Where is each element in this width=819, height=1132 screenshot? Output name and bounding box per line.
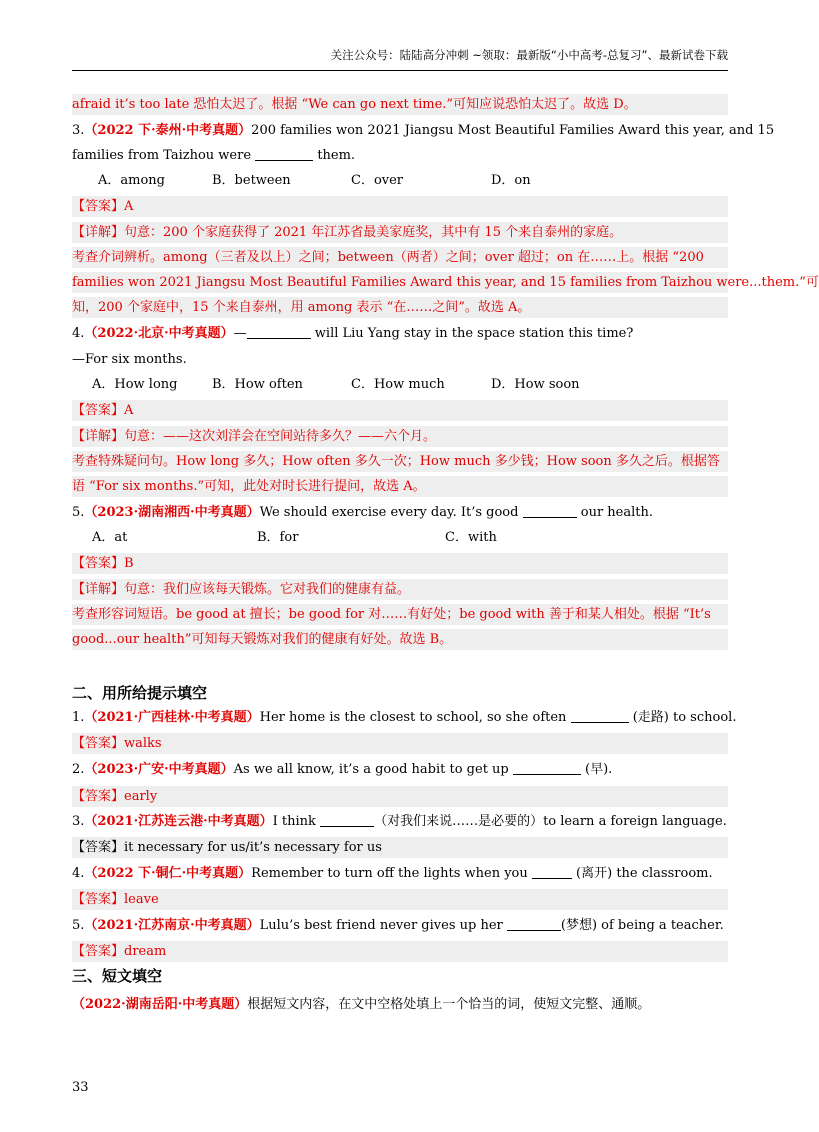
question-source: （2022·北京·中考真题） [84,326,234,341]
question-source: （2023·广安·中考真题） [84,762,234,777]
question-text: I think [272,814,316,829]
fill-item [72,863,728,884]
question-source: （2023·湖南湘西·中考真题） [84,505,260,520]
question-number: 3. [72,123,85,138]
hint-text: （对我们来说……是必要的）to learn a foreign language. [374,814,727,829]
hint-text: (梦想) of being a teacher. [560,918,724,933]
question-source: （2021·江苏连云港·中考真题） [84,814,273,829]
option-a[interactable]: A．How long [92,377,178,392]
header-rule [72,70,728,71]
option-c[interactable]: C．over [351,173,404,188]
option-c[interactable]: C．How much [351,377,445,392]
previous-explanation: afraid it’s too late 恐怕太迟了。根据 “We can go next time.”可知应说恐怕太迟了。故选 D。 [72,94,728,115]
answer-line: 【答案】dream [72,941,728,962]
question-number: 2. [72,762,85,777]
hint-text: (离开) the classroom. [576,866,713,881]
detail-line: 【详解】句意：我们应该每天锻炼。它对我们的健康有益。 [72,579,728,600]
detail-line: families won 2021 Jiangsu Most Beautiful Families Award this year, and 15 families from Taizhou were...them.”可 [72,272,728,293]
question-text: our health. [580,505,653,520]
section-instruction [72,994,728,1015]
question-number: 5. [72,505,85,520]
question-text: Lulu’s best friend never gives up her [259,918,503,933]
page-header: 关注公众号：陆陆高分冲刺 ~领取：最新版“小中高考-总复习”、最新试卷下载 [330,48,728,62]
question-text: Remember to turn off the lights when you [251,866,528,881]
detail-line: 考查特殊疑问句。How long 多久；How often 多久一次；How much 多少钱；How soon 多久之后。根据答 [72,451,728,472]
question-5-options [72,527,728,548]
answer-blank[interactable] [320,812,374,827]
option-a[interactable]: A．at [92,530,128,545]
fill-item [72,915,728,936]
answer-line: 【答案】walks [72,733,728,754]
detail-line: 考查介词辨析。among（三者及以上）之间；between（两者）之间；over 超过；on 在……上。根据 “200 [72,247,728,268]
question-source: （2021·广西桂林·中考真题） [84,710,260,725]
answer-line: 【答案】A [72,400,728,421]
option-d[interactable]: D．on [491,173,531,188]
question-text: families from Taizhou were [72,148,252,163]
option-b[interactable]: B．for [257,530,299,545]
option-b[interactable]: B．between [212,173,291,188]
question-3-line-1 [72,120,775,141]
option-c[interactable]: C．with [445,530,497,545]
section-title: 二、用所给提示填空 [72,684,208,702]
answer-blank[interactable] [532,864,572,879]
question-source: （2021·江苏南京·中考真题） [84,918,260,933]
answer-blank[interactable] [571,708,629,723]
question-text: We should exercise every day. It’s good [259,505,519,520]
question-text: — [233,326,247,341]
answer-line: 【答案】it necessary for us/it’s necessary for us [72,837,728,858]
option-d[interactable]: D．How soon [491,377,580,392]
hint-text: (早). [585,762,613,777]
question-number: 1. [72,710,85,725]
page-number: 33 [72,1080,89,1095]
section-title: 三、短文填空 [72,967,163,985]
instruction-text: 根据短文内容，在文中空格处填上一个恰当的词，使短文完整、通顺。 [247,997,651,1012]
fill-item [72,759,728,780]
fill-item [72,707,737,728]
option-a[interactable]: A．among [98,173,165,188]
answer-line: 【答案】leave [72,889,728,910]
question-5-line-1 [72,502,728,523]
detail-line: 语 “For six months.”可知，此处对时长进行提问，故选 A。 [72,476,728,497]
question-text: As we all know, it’s a good habit to get up [233,762,509,777]
answer-line: 【答案】A [72,196,728,217]
fill-item [72,811,728,832]
question-number: 5. [72,918,85,933]
answer-blank[interactable] [523,503,577,518]
question-4-options [72,374,728,395]
question-text: 200 families won 2021 Jiangsu Most Beautiful Families Award this year, and 15 [251,123,775,138]
question-source: （2022·湖南岳阳·中考真题） [72,997,248,1012]
question-text: will Liu Yang stay in the space station this time? [314,326,634,341]
question-text: them. [317,148,356,163]
question-4-line-2: —For six months. [72,352,187,367]
answer-blank[interactable] [255,146,313,161]
detail-line: good...our health”可知每天锻炼对我们的健康有好处。故选 B。 [72,629,728,650]
detail-line: 【详解】句意：200 个家庭获得了 2021 年江苏省最美家庭奖，其中有 15 个来自泰州的家庭。 [72,222,728,243]
question-number: 4. [72,326,85,341]
option-b[interactable]: B．How often [212,377,303,392]
question-number: 3. [72,814,85,829]
detail-line: 知，200 个家庭中，15 个来自泰州，用 among 表示 “在……之间”。故选 A。 [72,297,728,318]
answer-blank[interactable] [247,324,311,339]
question-4-line-1 [72,323,728,344]
question-3-options [72,170,728,191]
answer-blank[interactable] [513,760,581,775]
detail-line: 【详解】句意：——这次刘洋会在空间站待多久？——六个月。 [72,426,728,447]
question-source: （2022 下·铜仁·中考真题） [84,866,252,881]
question-number: 4. [72,866,85,881]
question-3-line-2 [72,145,728,166]
question-source: （2022 下·泰州·中考真题） [84,123,252,138]
question-text: Her home is the closest to school, so she often [259,710,567,725]
answer-line: 【答案】early [72,786,728,807]
hint-text: (走路) to school. [632,710,737,725]
answer-blank[interactable] [507,916,561,931]
detail-line: 考查形容词短语。be good at 擅长；be good for 对……有好处；be good with 善于和某人相处。根据 “It’s [72,604,728,625]
answer-line: 【答案】B [72,553,728,574]
